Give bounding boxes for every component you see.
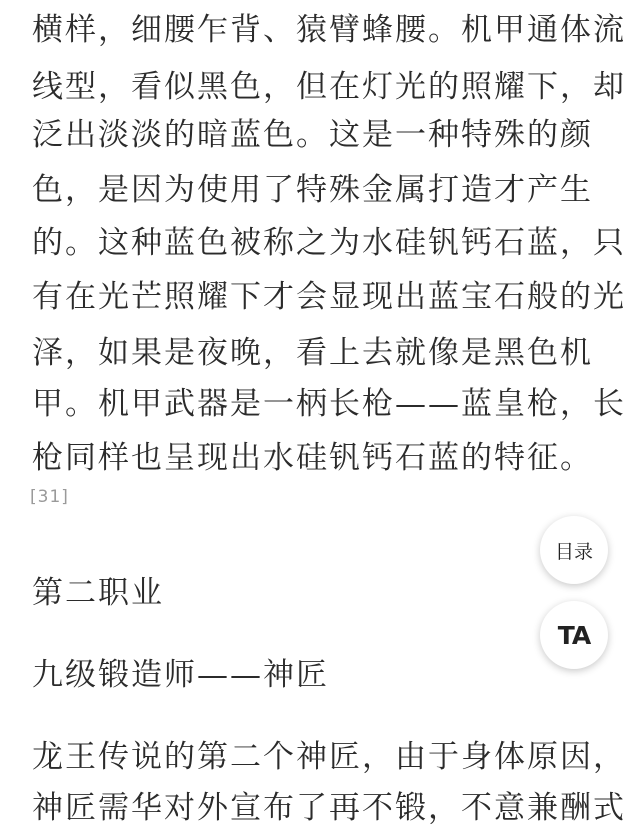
section-heading: 第二职业 (32, 575, 164, 611)
article-line: 枪同样也呈现出水硅钒钙石蓝的特征。 (32, 440, 593, 476)
article-line: 的。这种蓝色被称之为水硅钒钙石蓝，只 (32, 225, 626, 261)
article-line: 甲。机甲武器是一柄长枪——蓝皇枪，长 (32, 386, 626, 422)
article-line: 泛出淡淡的暗蓝色。这是一种特殊的颜 (32, 117, 593, 153)
article-line: 神匠需华对外宣布了再不锻，不意兼酬式 (32, 790, 626, 826)
text-size-icon: TA (557, 620, 591, 650)
article-line: 泽，如果是夜晚，看上去就像是黑色机 (32, 335, 593, 371)
font-settings-button[interactable] (540, 601, 608, 669)
article-line: 有在光芒照耀下才会显现出蓝宝石般的光 (32, 279, 626, 315)
article-line: 线型，看似黑色，但在灯光的照耀下，却 (32, 69, 626, 105)
toc-label: 目录 (554, 540, 593, 563)
article-line: 色，是因为使用了特殊金属打造才产生 (32, 172, 593, 208)
reference-marker[interactable]: [31] (30, 487, 69, 507)
section-subheading: 九级锻造师——神匠 (32, 657, 329, 693)
table-of-contents-button[interactable] (540, 516, 608, 584)
article-line: 龙王传说的第二个神匠，由于身体原因， (32, 739, 626, 775)
article-line: 横样，细腰乍背、猿臂蜂腰。机甲通体流 (32, 12, 626, 48)
